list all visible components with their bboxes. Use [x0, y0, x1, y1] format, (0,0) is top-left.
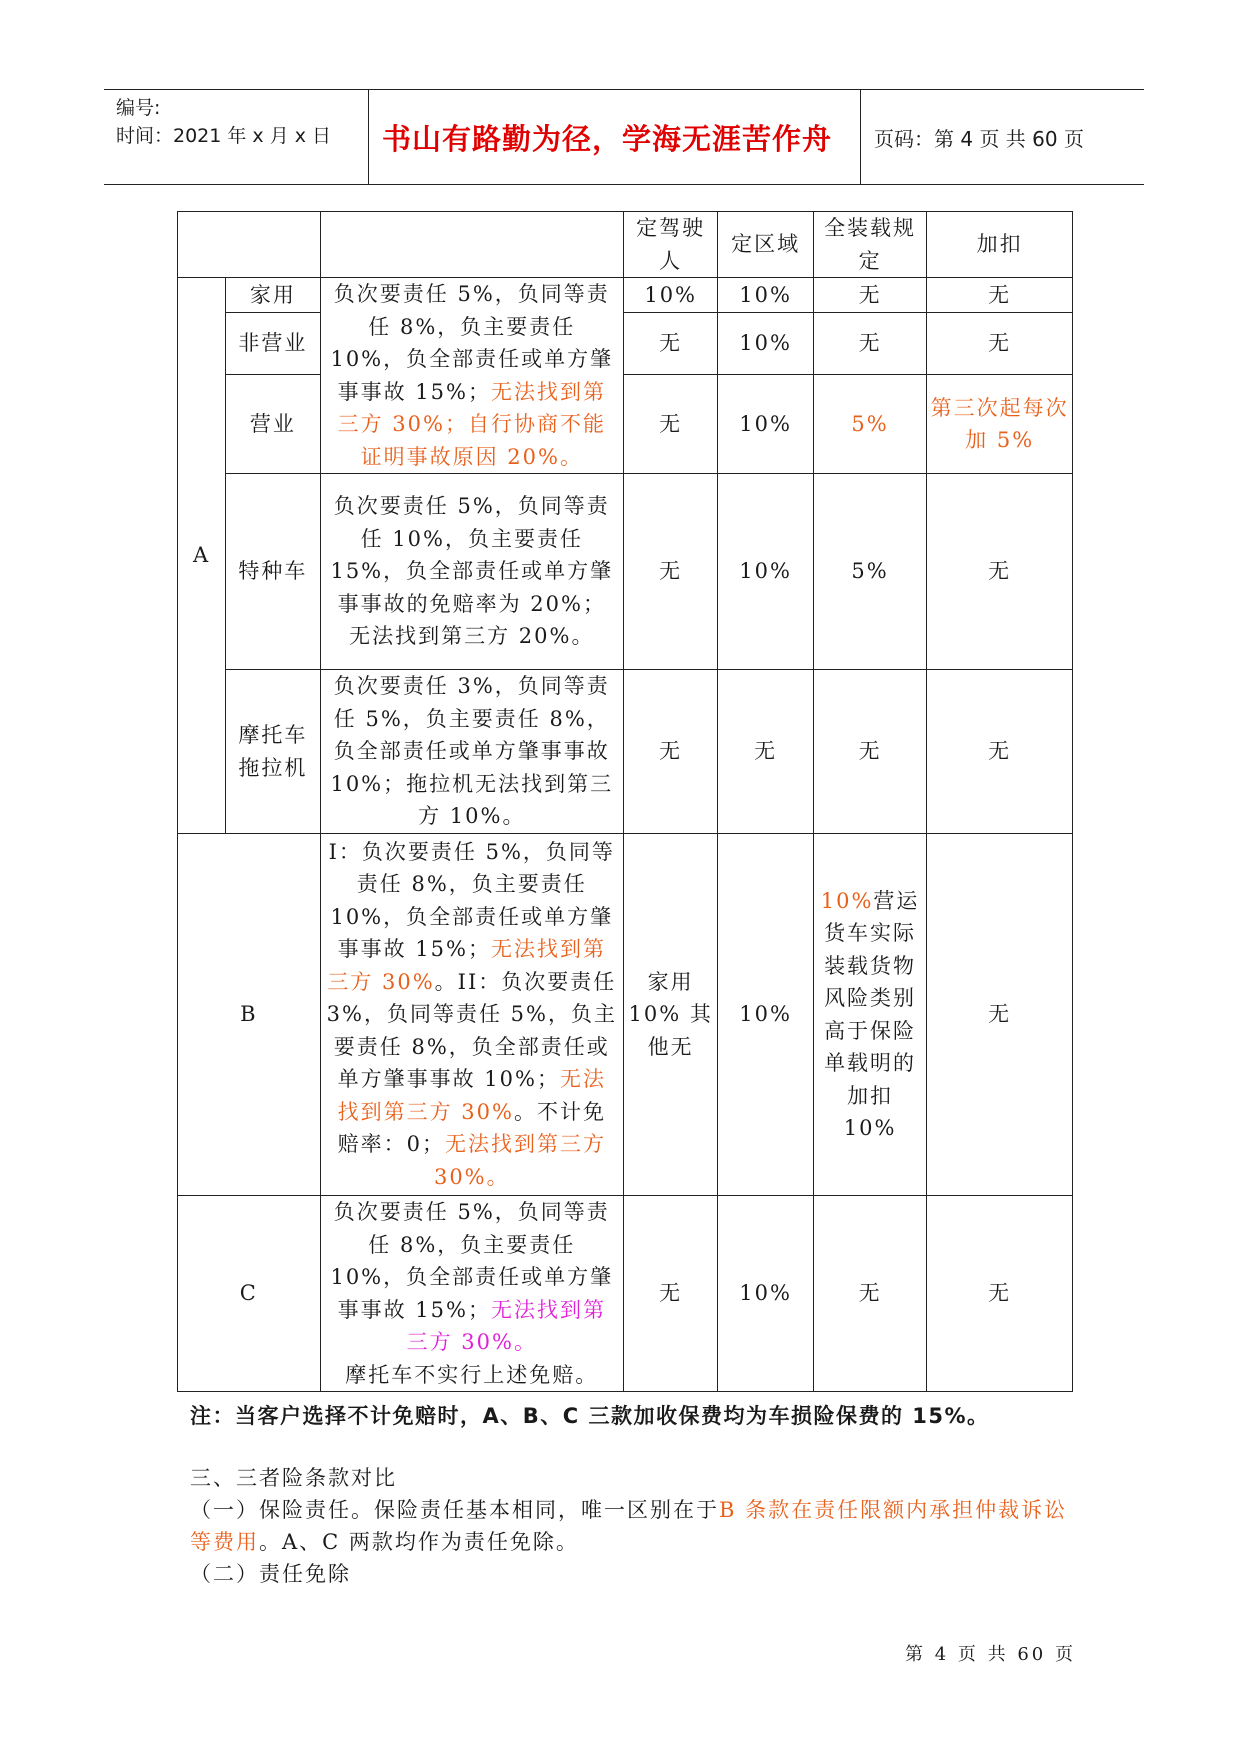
type-non-business: 非营业 [226, 312, 320, 375]
type-home: 家用 [226, 278, 320, 313]
paragraph-text: 。A、C 两款均作为责任免除。 [259, 1530, 579, 1554]
header-cell-empty [320, 212, 623, 278]
type-motorcycle-tractor: 摩托车拖拉机 [226, 670, 320, 834]
header-full-load: 全装载规定 [813, 212, 927, 278]
terms-highlight: 无法找到第三方 30%；自行协商不能证明事故原因 20%。 [337, 379, 606, 469]
cell: 无 [927, 834, 1073, 1196]
table-row [178, 834, 1073, 1196]
header-divider [860, 90, 861, 184]
cell: 无 [623, 312, 717, 375]
cell: 无 [623, 474, 717, 670]
terms-text: 营运货车实际装载货物风险类别高于保险单载明的加扣 10% [824, 888, 920, 1140]
paragraph-text: （一）保险责任。保险责任基本相同，唯一区别在于 [190, 1498, 719, 1522]
header-page-info: 页码：第 4 页 共 60 页 [874, 126, 1084, 151]
c-terms [320, 1196, 623, 1392]
header-fixed-area: 定区域 [718, 212, 813, 278]
doc-time: 时间：2021 年 x 月 x 日 [116, 125, 332, 147]
type-business: 营业 [226, 375, 320, 474]
terms-highlight: 无法找到第三方 30%。 [406, 1297, 606, 1354]
section-body [190, 1462, 1070, 1590]
terms-text: 摩托车不实行上述免赔。 [345, 1362, 599, 1387]
table-row [178, 1196, 1073, 1392]
header-extra-deduct: 加扣 [927, 212, 1073, 278]
type-special: 特种车 [226, 474, 320, 670]
terms-highlight: 无法找到第三方 30% [337, 1067, 606, 1124]
terms-highlight: 无法找到第三方 30%。 [433, 1132, 606, 1189]
cell: 无 [927, 1196, 1073, 1392]
terms-highlight: 无法找到第三方 30% [327, 937, 606, 994]
header-motto: 书山有路勤为径，学海无涯苦作舟 [381, 121, 832, 156]
paragraph [190, 1494, 1070, 1558]
table-note: 注：当客户选择不计免赔时，A、B、C 三款加收保费均为车损险保费的 15%。 [190, 1404, 990, 1428]
group-a-label: A [178, 278, 226, 834]
table-row [178, 375, 1073, 474]
cell: 无 [813, 1196, 927, 1392]
cell: 10% [718, 278, 813, 313]
paragraph-highlight: B 条款在责任限额内承担仲裁诉讼等费用 [190, 1498, 1068, 1554]
cell: 无 [927, 278, 1073, 313]
cell: 无 [623, 375, 717, 474]
group-c-label: C [178, 1196, 321, 1392]
moto-terms: 负次要责任 3%，负同等责任 5%，负主要责任 8%，负全部责任或单方肇事事故 10%；拖拉机无法找到第三方 10%。 [320, 670, 623, 834]
cell: 无 [623, 1196, 717, 1392]
cell: 无 [927, 670, 1073, 834]
table-row [178, 312, 1073, 375]
cell: 无 [813, 278, 927, 313]
terms-text: 。不计免赔率：0； [337, 1099, 606, 1157]
cell: 无 [813, 312, 927, 375]
paragraph: （二）责任免除 [190, 1562, 351, 1586]
header-cell-empty [178, 212, 321, 278]
page-footer: 第 4 页 共 60 页 [905, 1644, 1076, 1665]
terms-text: 负次要责任 5%，负同等责任 8%，负主要责任 10%，负全部责任或单方肇事事故 15%； [330, 282, 614, 404]
cell: 10% [718, 834, 813, 1196]
special-terms: 负次要责任 5%，负同等责任 10%，负主要责任 15%，负全部责任或单方肇事事故的免赔率为 20%；无法找到第三方 20%。 [320, 474, 623, 670]
table-row [178, 474, 1073, 670]
table-row [178, 278, 1073, 313]
terms-text: I：负次要责任 5%，负同等责任 8%，负主要责任 10%，负全部责任或单方肇事事故 15%； [328, 839, 615, 962]
header-meta [116, 94, 331, 150]
cell: 第三次起每次加 5% [927, 375, 1073, 474]
table-header-row [178, 212, 1073, 278]
terms-highlight: 10% [820, 888, 874, 913]
header-fixed-driver: 定驾驶人 [623, 212, 717, 278]
table-row [178, 670, 1073, 834]
cell: 10% [718, 474, 813, 670]
page-header [104, 89, 1144, 185]
section-title: 三、三者险条款对比 [190, 1466, 397, 1490]
cell: 10% [718, 312, 813, 375]
cell: 无 [927, 474, 1073, 670]
cell: 无 [927, 312, 1073, 375]
b-load-cell [813, 834, 927, 1196]
terms-text: 。II：负次要责任 3%，负同等责任 5%，负主要责任 8%，负全部责任或单方肇事事故 10%； [326, 969, 617, 1092]
cell: 5% [813, 474, 927, 670]
a-private-terms [320, 278, 623, 474]
cell: 家用 10% 其他无 [623, 834, 717, 1196]
cell: 10% [623, 278, 717, 313]
cell: 无 [623, 670, 717, 834]
terms-text: 负次要责任 5%，负同等责任 8%，负主要责任 10%，负全部责任或单方肇事事故 15%； [330, 1200, 614, 1322]
group-b-label: B [178, 834, 321, 1196]
cell: 5% [813, 375, 927, 474]
cell: 10% [718, 375, 813, 474]
cell: 10% [718, 1196, 813, 1392]
doc-number-label: 编号: [116, 97, 161, 119]
cell: 无 [813, 670, 927, 834]
b-terms [320, 834, 623, 1196]
cell: 无 [718, 670, 813, 834]
deductible-comparison-table [177, 211, 1073, 1392]
